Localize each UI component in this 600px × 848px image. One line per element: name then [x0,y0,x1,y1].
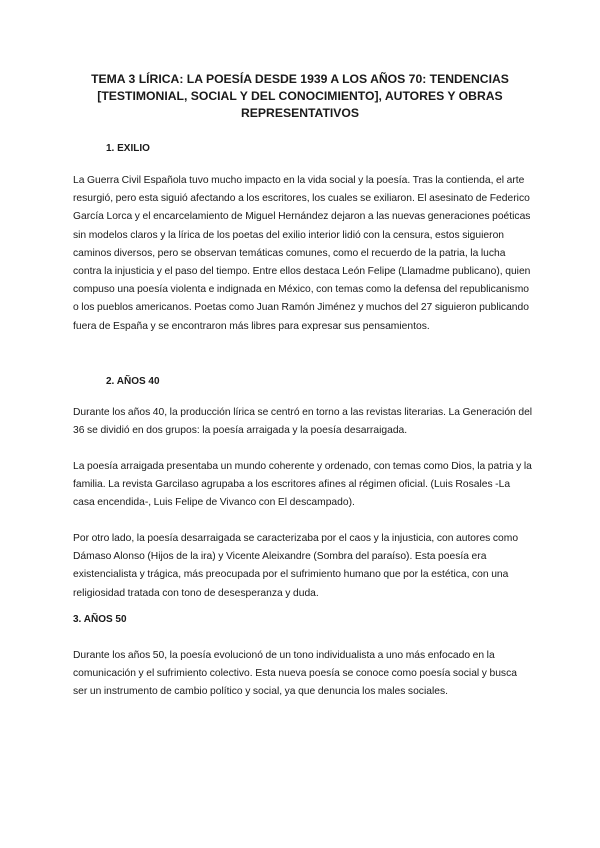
document-title: TEMA 3 LÍRICA: LA POESÍA DESDE 1939 A LOS AÑOS 70: TENDENCIAS [TESTIMONIAL, SOCIAL Y DEL CONOCIMIENTO], AUTORES Y OBRAS REPRESENTATIVOS [91,72,509,120]
section-heading-anos-50: 3. AÑOS 50 [73,614,127,625]
paragraph-exilio: La Guerra Civil Española tuvo mucho impacto en la vida social y la poesía. Tras la contienda, el arte resurgió, pero esta siguió afectando a los escritores, los cuales se exiliaron. El asesinato de Federico García Lorca y el encarcelamiento de Miguel Hernández dejaron a las nuevas generaciones poéticas sin modelos claros y la lírica de los poetas del exilio interior lidió con la censura, estos siguieron caminos diversos, pero se observan temáticas comunes, como el recuerdo de la patria, la lucha contra la injusticia y el paso del tiempo. Entre ellos destaca León Felipe (Llamadme publicano), quien compuso una poesía violenta e indignada en México, con temas como la defensa del republicanismo o los pueblos americanos. Poetas como Juan Ramón Jiménez y muchos del 27 siguieron publicando fuera de España y se encontraron más libres para expresar sus pensamientos. [73,175,531,332]
paragraph-anos-40-intro: Durante los años 40, la producción lírica se centró en torno a las revistas literarias. La Generación del 36 se dividió en dos grupos: la poesía arraigada y la poesía desarraigada. [73,407,533,437]
section-heading-anos-40: 2. AÑOS 40 [106,376,160,387]
paragraph-poesia-arraigada: La poesía arraigada presentaba un mundo coherente y ordenado, con temas como Dios, la patria y la familia. La revista Garcilaso agrupaba a los escritores afines al régimen oficial. (Luis Rosales -La casa encendida-, Luis Felipe de Vivanco con El descampado). [73,461,532,509]
paragraph-anos-50: Durante los años 50, la poesía evolucionó de un tono individualista a uno más enfocado en la comunicación y el sufrimiento colectivo. Esta nueva poesía se conoce como poesía social y busca ser un instrumento de cambio político y social, ya que denuncia los males sociales. [73,650,517,698]
paragraph-poesia-desarraigada: Por otro lado, la poesía desarraigada se caracterizaba por el caos y la injusticia, con autores como Dámaso Alonso (Hijos de la ira) y Vicente Aleixandre (Sombra del paraíso). Esta poesía era existencialista y trágica, más preocupada por el sufrimiento humano que por la estética, con una religiosidad tratada con tono de desesperanza y duda. [73,533,519,599]
section-heading-exilio: 1. EXILIO [106,143,150,154]
